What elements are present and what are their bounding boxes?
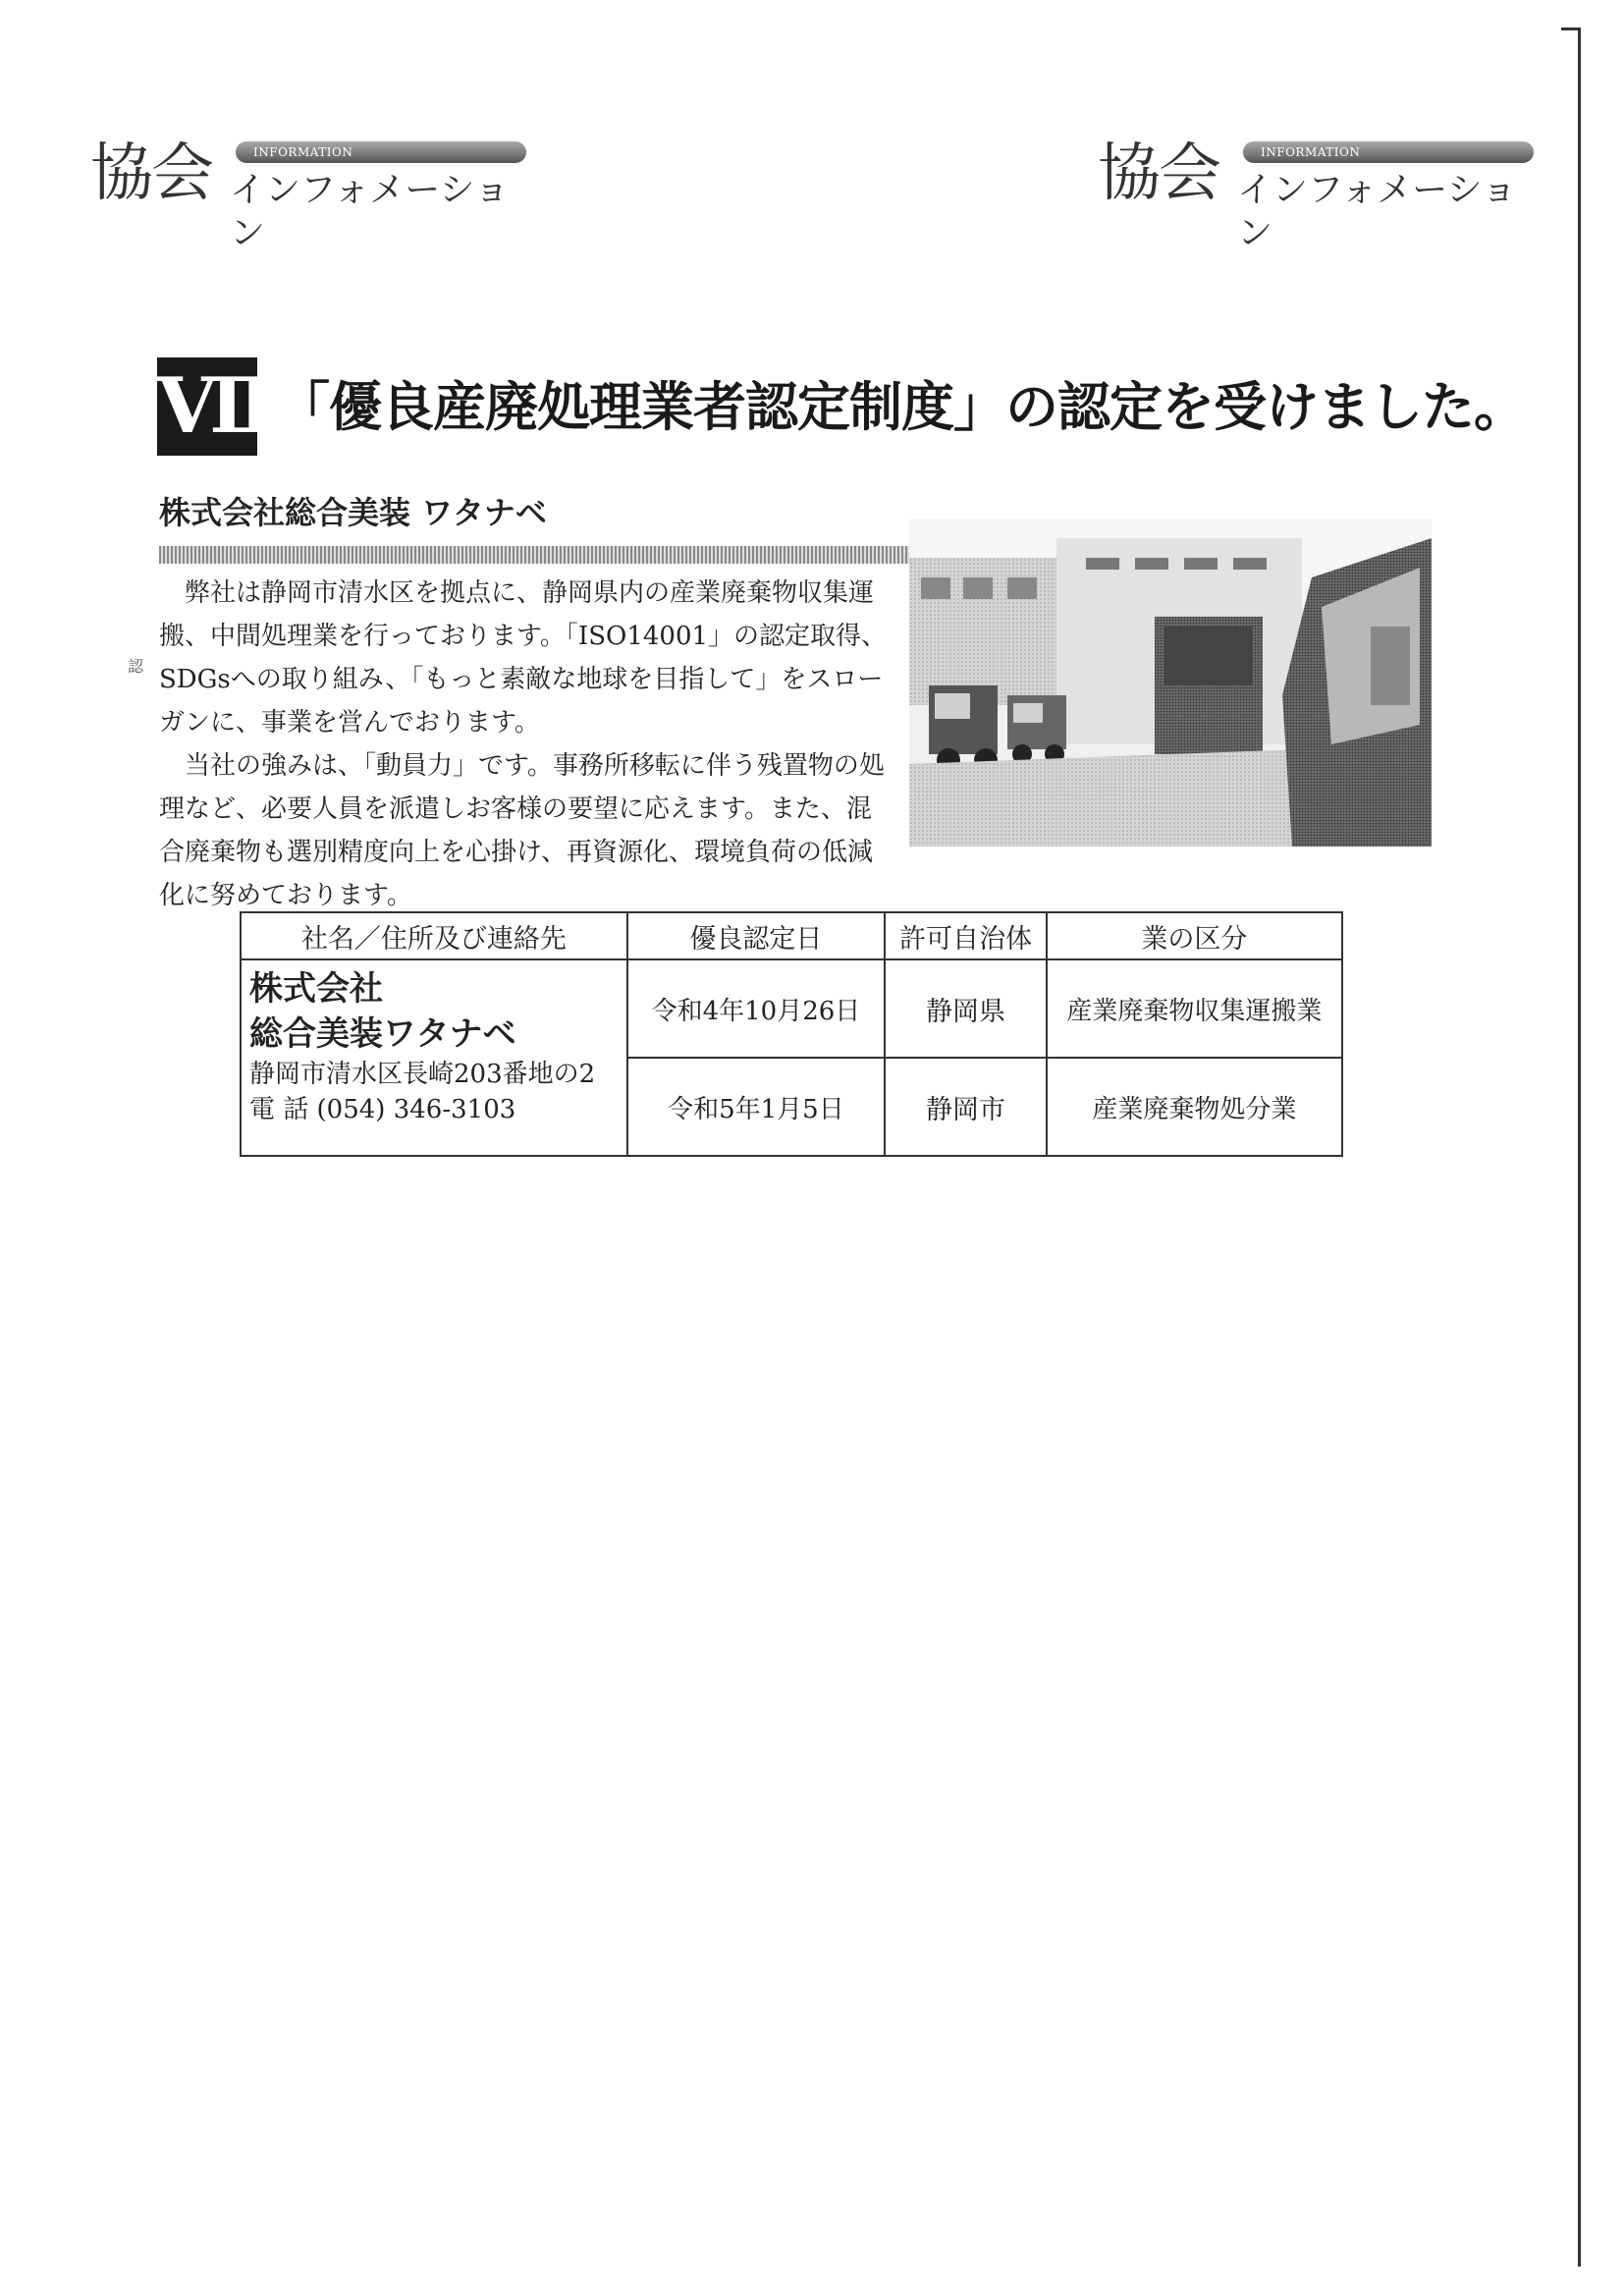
body-text <box>159 572 888 917</box>
certification-table <box>240 911 1343 1157</box>
paragraph: 弊社は静岡市清水区を拠点に、静岡県内の産業廃棄物収集運搬、中間処理業を行っております。「ISO14001」の認定取得、SDGsへの取り組み、「もっと素敵な地球を目指して」をスローガンに、事業を営んでおります。 <box>159 578 888 738</box>
page-edge-line <box>1578 27 1581 2267</box>
company-name-line2: 総合美装ワタナベ <box>249 1014 516 1054</box>
cert-date: 令和5年1月5日 <box>627 1058 885 1156</box>
table-row <box>241 959 1342 1058</box>
facility-photo <box>909 519 1432 847</box>
company-tel: 電 話 (054) 346-3103 <box>249 1095 516 1124</box>
company-cell <box>241 959 627 1156</box>
header-information-pill: INFORMATION <box>236 141 526 163</box>
header-company: 社名／住所及び連絡先 <box>241 912 627 959</box>
company-heading: 株式会社総合美装 ワタナベ <box>159 494 547 531</box>
header-kana: インフォメーション <box>1237 170 1517 253</box>
municipality: 静岡市 <box>885 1058 1047 1156</box>
section-numeral: Ⅶ <box>157 357 257 456</box>
margin-note: 認 <box>128 657 144 676</box>
header-kanji: 協会 <box>1098 137 1219 210</box>
company-address: 静岡市清水区長崎203番地の2 <box>249 1060 596 1089</box>
page-edge-tick <box>1561 27 1581 30</box>
header-date: 優良認定日 <box>627 912 885 959</box>
business-type: 産業廃棄物処分業 <box>1047 1058 1342 1156</box>
table-header-row <box>241 912 1342 959</box>
header-right <box>1098 130 1540 253</box>
heading-rule <box>159 546 909 564</box>
header-kanji: 協会 <box>90 137 212 210</box>
header-municipality: 許可自治体 <box>885 912 1047 959</box>
business-type: 産業廃棄物収集運搬業 <box>1047 959 1342 1058</box>
section-title-row <box>157 357 1532 465</box>
header-information-pill: INFORMATION <box>1243 141 1534 163</box>
section-title: 「優良産廃処理業者認定制度」の認定を受けました。 <box>277 376 1526 438</box>
header-left <box>90 130 532 253</box>
header-kana: インフォメーション <box>230 170 510 253</box>
company-name-line1: 株式会社 <box>249 969 383 1009</box>
cert-date: 令和4年10月26日 <box>627 959 885 1058</box>
header-business: 業の区分 <box>1047 912 1342 959</box>
municipality: 静岡県 <box>885 959 1047 1058</box>
paragraph: 当社の強みは、「動員力」です。事務所移転に伴う残置物の処理など、必要人員を派遣しお客様の要望に応えます。また、混合廃棄物も選別精度向上を心掛け、再資源化、環境負荷の低減化に努めております。 <box>159 751 885 910</box>
